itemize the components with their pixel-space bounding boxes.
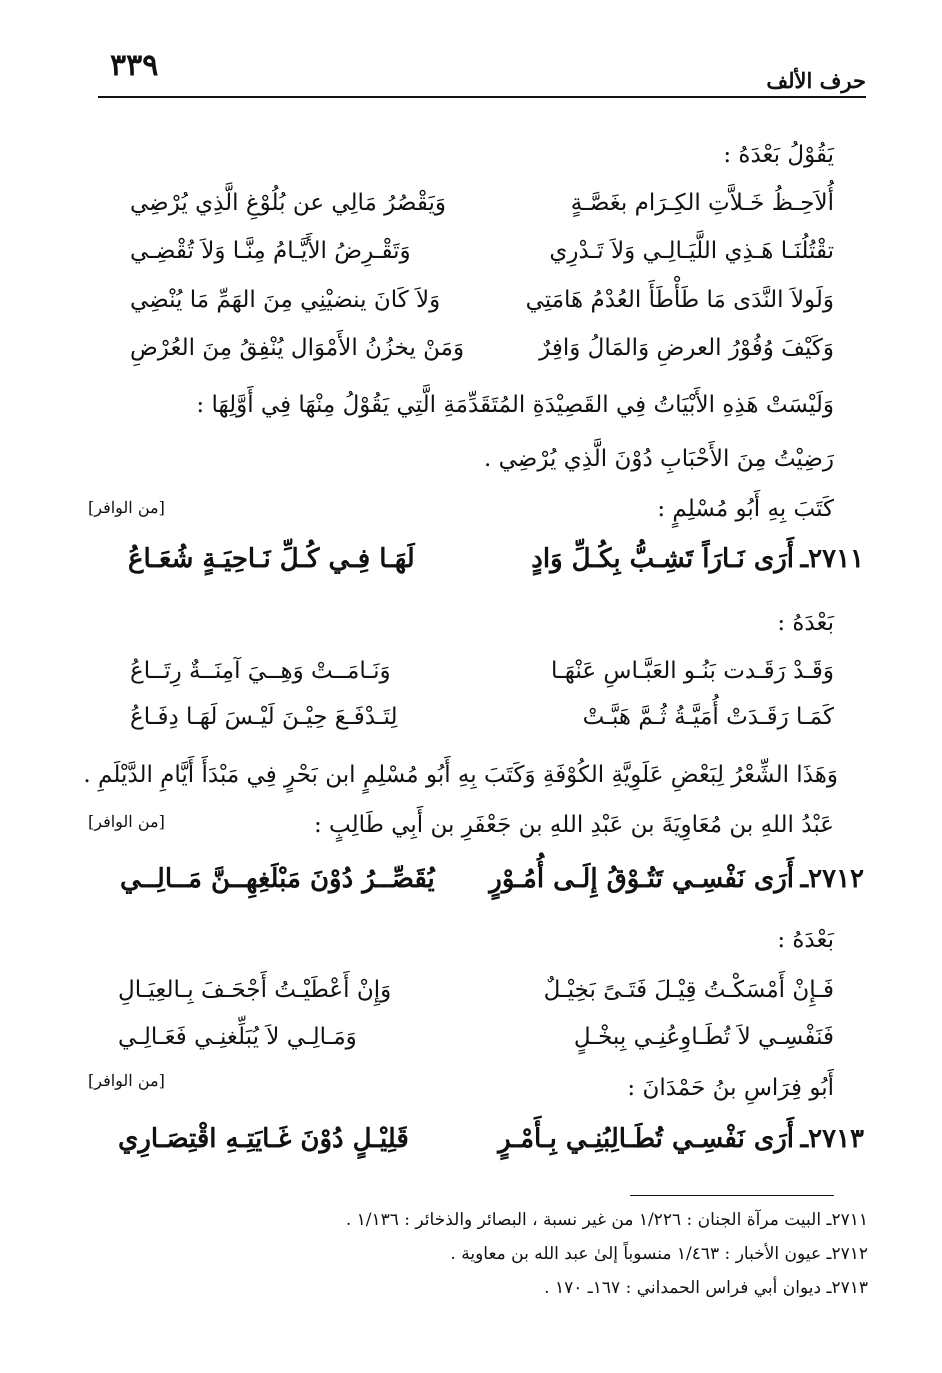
- footnote-2712: ٢٧١٢ـ عيون الأخبار : ١/٤٦٣ منسوباً إلىٰ عبد الله بن معاوية .: [450, 1244, 868, 1264]
- verse-2711-first: أَرَى نَـارَاً تَشِـبُّ بِكُـلِّ وَادٍ: [531, 544, 794, 574]
- meter-label-2712: [من الوافر]: [88, 812, 165, 831]
- attribution-2713: أَبُو فِرَاسِ بنُ حَمْدَانَ :: [627, 1075, 834, 1101]
- meter-label-2711: [من الوافر]: [88, 498, 165, 517]
- verse-number-2713: ٢٧١٣ـ: [800, 1124, 864, 1154]
- page-number: ٣٣٩: [110, 48, 159, 83]
- footnote-rule: [630, 1195, 834, 1196]
- intro-line: يَقُوْلُ بَعْدَهُ :: [723, 142, 834, 168]
- verse-c2-first: فَنَفْسِـي لاَ تُطَـاوِعُنِـي بِبخْـلٍ: [573, 1024, 834, 1050]
- after-label-2712: بَعْدَهُ :: [777, 927, 834, 953]
- verse-2712-second: يُقَصِّــرُ دُوْنَ مَبْلَغِهِــنَّ مَــالِــي: [120, 864, 435, 894]
- verse-c1-first: فَـإِنْ أَمْسَكْـتُ قِيْـلَ فَتَـىً بَخِيْـلٌ: [543, 977, 834, 1003]
- verse-2713-first: أَرَى نَفْسِـي تُطَـالِبُنِـي بِـأَمْـرٍ: [498, 1124, 794, 1154]
- verse-a1-first: أُلاَحِـظُ خَـلاَّتِ الكِـرَام بغَصَّـةٍ: [570, 190, 834, 216]
- meter-label-2713: [من الوافر]: [88, 1071, 165, 1090]
- verse-2712-first: أَرَى نَفْسِـي تَتُـوْقُ إِلَـى أُمُـوْرٍ: [489, 864, 794, 894]
- verse-a4-second: وَمَنْ يخزُنُ الأَمْوَال يُنْفِقُ مِنَ العُرْضِ: [130, 335, 465, 361]
- verse-number-2711: ٢٧١١ـ: [800, 544, 864, 574]
- verse-2711-second: لَهَـا فِـي كُـلِّ نَـاحِيَـةٍ شُعَـاعُ: [128, 544, 415, 574]
- prose-note-a: وَلَيْسَتْ هَذِهِ الأَبْيَاتُ فِي القَصِيْدَةِ المُتَقَدِّمَةِ الَّتِي يَقُوْلُ مِنْهَا فِي أَوَّلِهَا :: [196, 392, 834, 418]
- verse-a3-first: وَلَولاَ النَّدَى مَا طَأْطَأَ العُدْمُ هَامَتِي: [525, 287, 834, 313]
- header-rule: [98, 96, 866, 98]
- verse-a2-second: وَتَقْـرِضُ الأَيَّـامُ مِنَّـا وَلاَ تُقْضِـي: [130, 238, 411, 264]
- running-header-title: حرف الألف: [766, 68, 866, 93]
- verse-a2-first: تقْتُلُنَـا هَـذِي اللَّيَـالِـي وَلاَ تَـدْرِي: [549, 238, 834, 264]
- attribution-2711: كَتَبَ بِهِ أَبُو مُسْلِمٍ :: [657, 496, 834, 522]
- verse-a4-first: وَكَيْفَ وُفُوْرُ العرضِ وَالمَالُ وَافِرٌ: [539, 335, 834, 361]
- prose-note-b: وَهَذَا الشِّعْرُ لِبَعْضِ عَلَوِيَّةِ الكُوْفَةِ وَكَتَبَ بِهِ أَبُو مُسْلِمٍ ابن بَحْرٍ فِي مَبْدَأَ أَيَّامِ الدَّيْلَمِ .: [83, 762, 838, 788]
- footnote-2713: ٢٧١٣ـ ديوان أبي فراس الحمداني : ١٦٧ـ ١٧٠ .: [544, 1278, 868, 1298]
- verse-c1-second: وَإِنْ أَعْطَيْـتُ أَجْحَـفَ بِـالعِيَـالِ: [118, 977, 392, 1003]
- verse-a3-second: وَلاَ كَانَ ينضيْنِي مِنَ الهَمِّ مَا يُنْضِي: [130, 287, 441, 313]
- footnote-2711: ٢٧١١ـ البيت مرآة الجنان : ١/٢٢٦ من غير نسبة ، البصائر والذخائر : ١/١٣٦ .: [345, 1210, 868, 1230]
- verse-b1-second: وَنَـامَــتْ وَهِــيَ آمِنَــةٌ رِتَــاعُ: [130, 658, 391, 684]
- verse-2713-second: قَلِيْـلٍ دُوْنَ غَـايَتِـهِ اقْتِصَـارِي: [118, 1124, 409, 1154]
- verse-b1-first: وَقَـدْ رَقَـدت بَنُـو العَبَّـاسِ عَنْهَـا: [551, 658, 834, 684]
- verse-a1-second: وَيَقْصُرُ مَالِي عن بُلُوْغِ الَّذِي يُرْضِي: [130, 190, 446, 216]
- verse-b2-first: كَمَـا رَقَـدَتْ أُمَيَّـةُ ثُـمَّ هَبَّـتْ: [582, 704, 834, 730]
- verse-c2-second: وَمَـالِـي لاَ يُبَلِّغنِـي فَعَـالِـي: [118, 1024, 357, 1050]
- verse-number-2712: ٢٧١٢ـ: [800, 864, 864, 894]
- quoted-hemistich: رَضِيْتُ مِنَ الأَحْبَابِ دُوْنَ الَّذِي يُرْضِي .: [484, 446, 834, 472]
- attribution-2712: عَبْدُ اللهِ بن مُعَاوِيَةَ بن عَبْدِ اللهِ بن جَعْفَرِ بن أَبِي طَالِبٍ :: [313, 812, 834, 838]
- verse-b2-second: لِتَـدْفَـعَ حِيْـنَ لَيْـسَ لَهَـا دِفَـاعُ: [130, 704, 398, 730]
- after-label-2711: بَعْدَهُ :: [777, 610, 834, 636]
